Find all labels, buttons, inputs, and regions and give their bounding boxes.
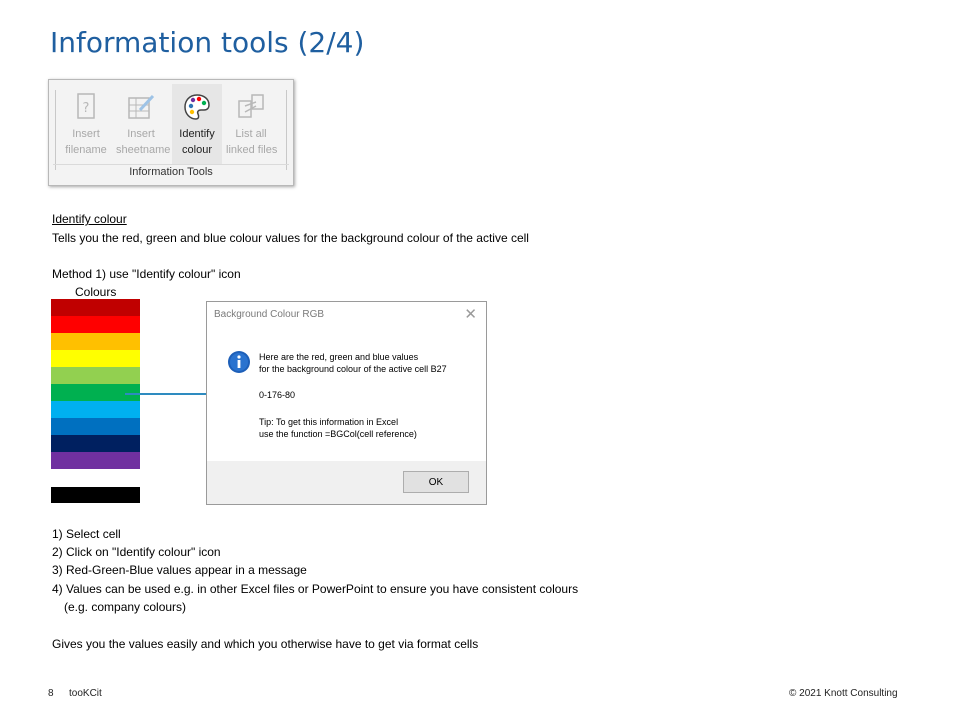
step-4-note: (e.g. company colours) <box>64 600 187 614</box>
colour-swatch-8[interactable] <box>51 418 140 435</box>
step-3: 3) Red-Green-Blue values appear in a message <box>52 563 307 577</box>
background-colour-dialog <box>206 301 487 505</box>
ok-button[interactable]: OK <box>403 471 469 493</box>
summary-text: Gives you the values easily and which you otherwise have to get via format cells <box>52 637 479 651</box>
colour-swatch-3[interactable] <box>51 333 140 350</box>
identify-colour-label-2: colour <box>182 144 212 156</box>
list-linked-files-button[interactable] <box>226 84 276 164</box>
colour-swatch-5[interactable] <box>51 367 140 384</box>
linked-files-icon <box>236 92 266 122</box>
insert-filename-button[interactable] <box>61 84 111 164</box>
palette-icon <box>182 92 212 122</box>
copyright: © 2021 Knott Consulting <box>789 688 898 699</box>
dialog-rgb-value: 0-176-80 <box>259 390 296 400</box>
brand-name: tooKCit <box>69 688 102 699</box>
close-icon[interactable]: ✕ <box>464 306 477 323</box>
colour-swatches <box>51 299 140 469</box>
sheet-edit-icon <box>126 92 156 122</box>
ribbon-separator-left <box>55 90 56 170</box>
insert-sheetname-button[interactable] <box>116 84 171 164</box>
question-document-icon <box>71 92 101 122</box>
step-1: 1) Select cell <box>52 527 121 541</box>
identify-colour-label-1: Identify <box>179 128 215 140</box>
dialog-message-line-1: Here are the red, green and blue values <box>259 352 419 362</box>
list-linked-files-label-2: linked files <box>226 144 278 156</box>
insert-sheetname-label-2: sheetname <box>116 144 171 156</box>
info-icon <box>227 350 251 374</box>
ribbon-information-tools <box>48 79 294 186</box>
black-swatch[interactable] <box>51 487 140 503</box>
ribbon-group-divider <box>53 164 289 165</box>
section-description: Tells you the red, green and blue colour values for the background colour of the active cell <box>52 231 529 245</box>
insert-filename-label-1: Insert <box>72 128 100 140</box>
colour-swatch-9[interactable] <box>51 435 140 452</box>
colour-swatch-7[interactable] <box>51 401 140 418</box>
step-2: 2) Click on "Identify colour" icon <box>52 545 221 559</box>
insert-sheetname-label-1: Insert <box>127 128 155 140</box>
page-number: 8 <box>48 688 54 699</box>
ribbon-separator-right <box>286 90 287 170</box>
list-linked-files-label-1: List all <box>235 128 267 140</box>
dialog-message-line-2: for the background colour of the active cell B27 <box>259 364 447 374</box>
page-title: Information tools (2/4) <box>50 26 365 59</box>
colours-label: Colours <box>75 285 117 299</box>
section-heading: Identify colour <box>52 212 127 226</box>
step-4: 4) Values can be used e.g. in other Excel files or PowerPoint to ensure you have consistent colours <box>52 582 579 596</box>
ribbon-group-label: Information Tools <box>129 166 213 178</box>
dialog-body <box>207 328 486 461</box>
method-label: Method 1) use "Identify colour" icon <box>52 267 241 281</box>
colour-swatch-2[interactable] <box>51 316 140 333</box>
dialog-tip-line-2: use the function =BGCol(cell reference) <box>259 429 417 439</box>
colour-swatch-1[interactable] <box>51 299 140 316</box>
colour-swatch-10[interactable] <box>51 452 140 469</box>
dialog-titlebar <box>207 302 486 328</box>
colour-swatch-4[interactable] <box>51 350 140 367</box>
dialog-title: Background Colour RGB <box>214 309 325 320</box>
svg-text:?: ? <box>82 101 90 116</box>
insert-filename-label-2: filename <box>65 144 107 156</box>
identify-colour-button[interactable] <box>172 84 222 164</box>
dialog-tip-line-1: Tip: To get this information in Excel <box>259 417 399 427</box>
